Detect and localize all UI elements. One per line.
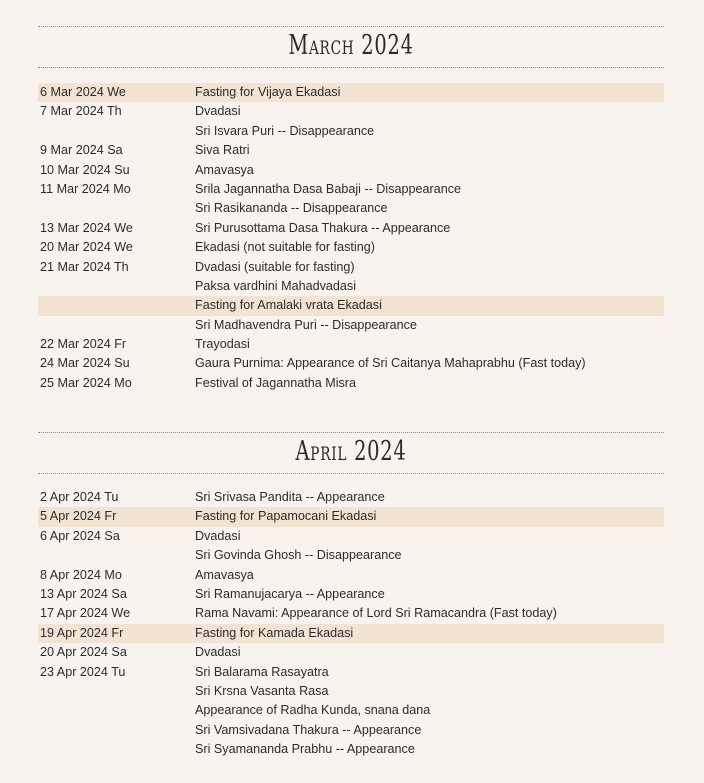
event-name: Sri Syamananda Prabhu -- Appearance (195, 742, 415, 757)
event-name: Dvadasi (suitable for fasting) (195, 259, 355, 274)
table-row (38, 122, 664, 141)
table-row (38, 141, 664, 160)
divider-bottom (38, 67, 664, 68)
event-date: 2 Apr 2024 Tu (40, 490, 119, 504)
event-list (38, 83, 664, 393)
table-row (38, 219, 664, 238)
event-name: Fasting for Amalaki vrata Ekadasi (195, 298, 382, 313)
table-row (38, 585, 664, 604)
table-row (38, 566, 664, 585)
event-name: Rama Navami: Appearance of Lord Sri Ramacandra (Fast today) (195, 606, 557, 621)
table-row (38, 488, 664, 507)
table-row (38, 527, 664, 546)
event-name: Amavasya (195, 567, 254, 582)
event-list (38, 488, 664, 759)
event-name: Sri Purusottama Dasa Thakura -- Appearance (195, 220, 451, 235)
event-name: Fasting for Vijaya Ekadasi (195, 85, 341, 99)
event-date: 6 Apr 2024 Sa (40, 528, 120, 543)
event-date: 19 Apr 2024 Fr (40, 625, 124, 640)
event-date: 13 Mar 2024 We (40, 220, 133, 235)
event-name: Siva Ratri (195, 143, 250, 158)
divider-top (38, 26, 664, 27)
event-date: 9 Mar 2024 Sa (40, 143, 123, 158)
event-date: 8 Apr 2024 Mo (40, 567, 122, 582)
event-name: Srila Jagannatha Dasa Babaji -- Disappearance (195, 181, 462, 196)
event-name: Sri Vamsivadana Thakura -- Appearance (195, 722, 422, 737)
table-row (38, 701, 664, 720)
event-name: Sri Ramanujacarya -- Appearance (195, 586, 385, 601)
event-date: 24 Mar 2024 Su (40, 356, 130, 371)
event-name: Sri Isvara Puri -- Disappearance (195, 123, 375, 138)
event-name: Sri Balarama Rasayatra (195, 664, 329, 679)
table-row (38, 507, 664, 526)
table-row (38, 199, 664, 218)
table-row (38, 83, 664, 102)
event-name: Paksa vardhini Mahadvadasi (195, 278, 357, 293)
event-name: Gaura Purnima: Appearance of Sri Caitanya Mahaprabhu (Fast today) (195, 356, 586, 371)
table-row (38, 161, 664, 180)
month-title: April 2024 (295, 436, 407, 467)
event-date: 21 Mar 2024 Th (40, 259, 129, 274)
table-row (38, 721, 664, 740)
table-row (38, 335, 664, 354)
divider-top (38, 432, 664, 433)
table-row (38, 277, 664, 296)
table-row (38, 682, 664, 701)
table-row (38, 238, 664, 257)
event-date: 11 Mar 2024 Mo (40, 181, 131, 196)
event-date: 20 Mar 2024 We (40, 240, 133, 255)
table-row (38, 663, 664, 682)
table-row (38, 102, 664, 121)
event-date: 7 Mar 2024 Th (40, 104, 122, 119)
event-date: 23 Apr 2024 Tu (40, 664, 126, 679)
event-date: 13 Apr 2024 Sa (40, 586, 127, 601)
event-name: Amavasya (195, 162, 254, 177)
table-row (38, 316, 664, 335)
table-row (38, 624, 664, 643)
table-row (38, 546, 664, 565)
event-name: Fasting for Papamocani Ekadasi (195, 509, 377, 524)
event-date: 5 Apr 2024 Fr (40, 509, 117, 524)
event-date: 10 Mar 2024 Su (40, 162, 130, 177)
table-row (38, 296, 664, 315)
event-name: Sri Krsna Vasanta Rasa (195, 683, 329, 698)
table-row (38, 374, 664, 393)
event-name: Dvadasi (195, 528, 241, 543)
event-name: Sri Srivasa Pandita -- Appearance (195, 490, 385, 504)
event-name: Trayodasi (195, 337, 250, 352)
table-row (38, 258, 664, 277)
table-row (38, 740, 664, 759)
event-name: Dvadasi (195, 645, 241, 660)
event-date: 6 Mar 2024 We (40, 85, 126, 99)
event-name: Sri Rasikananda -- Disappearance (195, 201, 388, 216)
event-name: Sri Govinda Ghosh -- Disappearance (195, 548, 402, 563)
table-row (38, 354, 664, 373)
event-name: Appearance of Radha Kunda, snana dana (195, 703, 431, 718)
table-row (38, 180, 664, 199)
event-date: 22 Mar 2024 Fr (40, 337, 127, 352)
event-name: Dvadasi (195, 104, 241, 119)
table-row (38, 643, 664, 662)
divider-bottom (38, 473, 664, 474)
event-name: Fasting for Kamada Ekadasi (195, 625, 354, 640)
event-name: Festival of Jagannatha Misra (195, 375, 357, 390)
month-title: March 2024 (288, 30, 414, 61)
event-name: Ekadasi (not suitable for fasting) (195, 240, 375, 255)
event-date: 20 Apr 2024 Sa (40, 645, 127, 660)
table-row (38, 604, 664, 623)
event-date: 17 Apr 2024 We (40, 606, 131, 621)
event-date: 25 Mar 2024 Mo (40, 375, 132, 390)
event-name: Sri Madhavendra Puri -- Disappearance (195, 317, 417, 332)
